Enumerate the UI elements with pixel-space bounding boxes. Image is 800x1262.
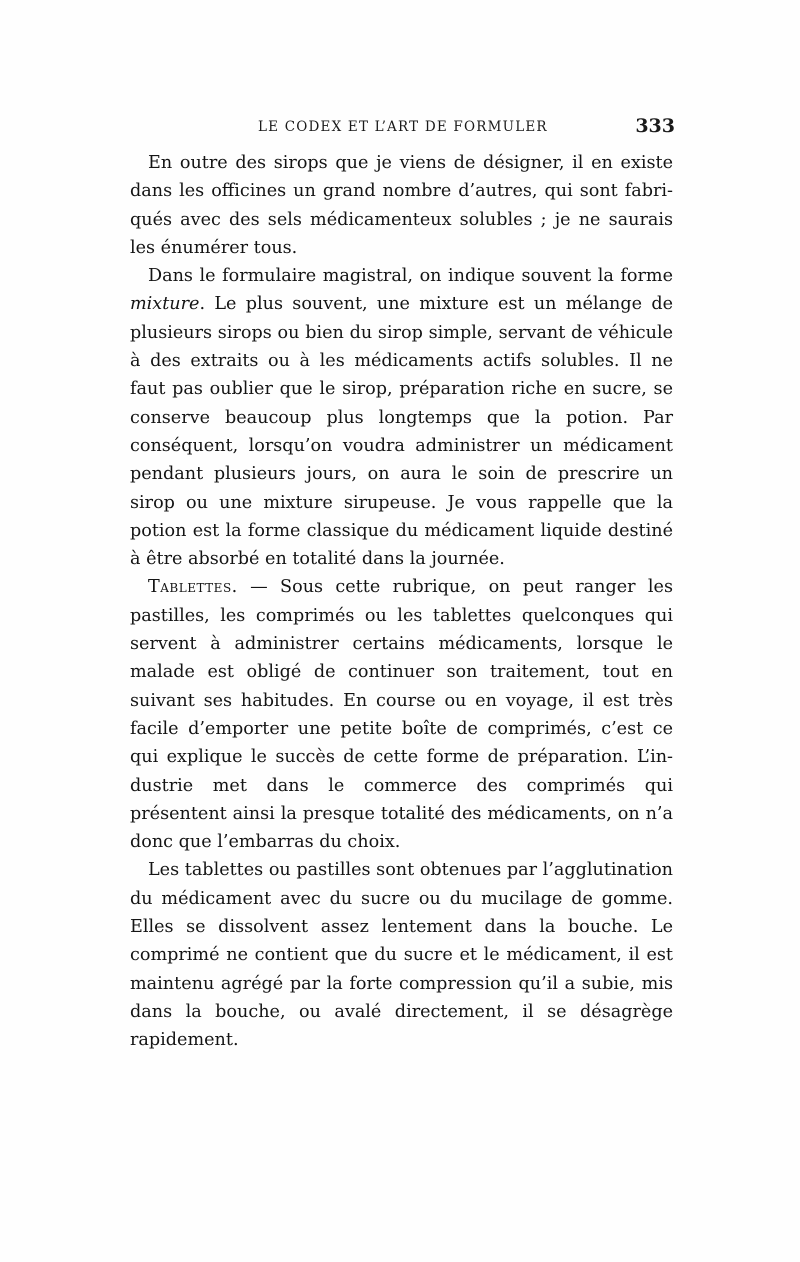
mixture-term: mixture xyxy=(130,294,200,315)
page-number: 333 xyxy=(635,115,675,137)
running-title: LE CODEX ET L’ART DE FORMULER xyxy=(258,119,548,135)
body-text xyxy=(130,149,673,1055)
mixture-text-end: . Le plus souvent, une mixture est un mélange de plusieurs sirops ou bien du sirop simple, servant de véhicule à des extraits ou à les médicaments actifs solubles. Il ne faut pas oublier que le sirop, préparation riche en sucre, se conserve beaucoup plus longtemps que la potion. Par conséquent, lorsqu’on voudra administrer un médicament pendant plusieurs jours, on aura le soin de prescrire un sirop ou une mixture sirupeuse. Je vous rappelle que la potion est la forme classique du médicament liquide destiné à être absorbé en totalité dans la journée. xyxy=(130,294,673,570)
tablettes-heading: Tablettes. xyxy=(148,577,238,598)
paragraph-mixture xyxy=(130,262,673,573)
mixture-text-start: Dans le formulaire magistral, on indique souvent la forme xyxy=(148,266,673,287)
paragraph-sirops: En outre des sirops que je viens de désigner, il en existe dans les officines un grand nombre d’autres, qui sont fabriqués avec des sels médicamenteux solubles ; je ne saurais les énumérer tous. xyxy=(130,153,673,258)
paragraph-tablettes xyxy=(130,573,673,856)
paragraph-pastilles: Les tablettes ou pastilles sont obtenues par l’agglutination du médicament avec du sucre ou du mucilage de gomme. Elles se dissolvent assez lentement dans la bouche. Le comprimé ne contient que du sucre et le médicament, il est maintenu agrégé par la forte compression qu’il a subie, mis dans la bouche, ou avalé directement, il se désagrège rapidement. xyxy=(130,860,673,1051)
running-head xyxy=(130,113,675,143)
tablettes-text: — Sous cette rubrique, on peut ranger les pastilles, les comprimés ou les tablettes quelconques qui servent à administrer certains médicaments, lorsque le malade est obligé de continuer son traitement, tout en suivant ses habitudes. En course ou en voyage, il est très facile d’emporter une petite boîte de comprimés, c’est ce qui explique le succès de cette forme de préparation. L’industrie met dans le commerce des comprimés qui présentent ainsi la presque totalité des médicaments, on n’a donc que l’embarras du choix. xyxy=(130,577,673,853)
